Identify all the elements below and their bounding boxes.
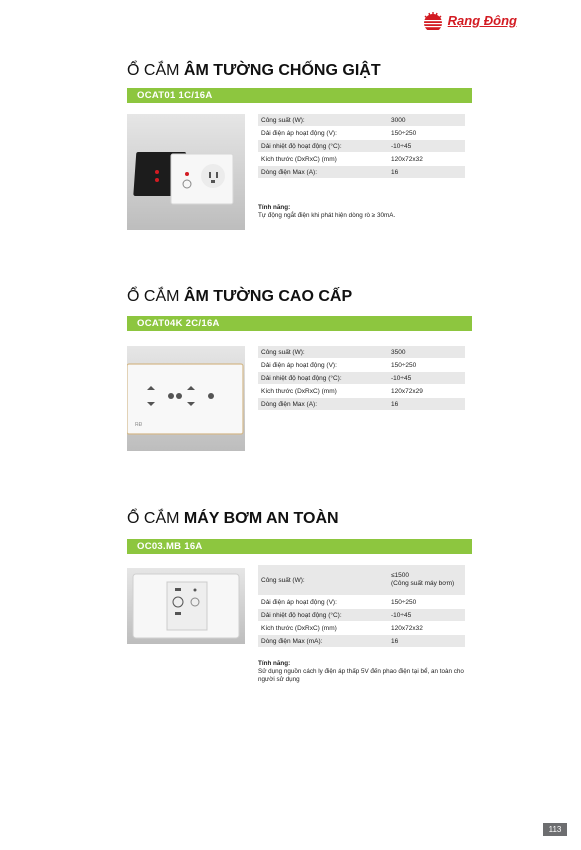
model-bar: OC03.MB 16A — [127, 539, 472, 554]
spec-row: Kích thước (DxRxC) (mm) 120x72x32 — [258, 622, 465, 635]
model-bar: OCAT04K 2C/16A — [127, 316, 472, 331]
spec-row: Dải nhiệt độ hoạt động (°C): -10÷45 — [258, 140, 465, 153]
model-bar: OCAT01 1C/16A — [127, 88, 472, 103]
spec-table — [258, 346, 465, 411]
spec-row: Công suất (W): ≤1500 (Công suất máy bơm) — [258, 565, 465, 596]
spec-row: Dòng điện Max (A): 16 — [258, 398, 465, 411]
section-title: Ổ CẮM MÁY BƠM AN TOÀN — [127, 510, 339, 527]
spec-row: Dải điện áp hoạt động (V): 150÷250 — [258, 359, 465, 372]
spec-row: Dòng điện Max (A): 16 — [258, 166, 465, 179]
spec-row: Dòng điện Max (mA): 16 — [258, 635, 465, 648]
section-title: Ổ CẮM ÂM TƯỜNG CHỐNG GIẬT — [127, 62, 381, 79]
section-title: Ổ CẮM ÂM TƯỜNG CAO CẤP — [127, 288, 353, 305]
spec-row: Dải nhiệt độ hoạt động (°C): -10÷45 — [258, 609, 465, 622]
product-section-1 — [127, 60, 472, 219]
spec-row: Công suất (W): 3000 — [258, 114, 465, 127]
features-heading: Tính năng: — [258, 660, 291, 667]
spec-row: Công suất (W): 3500 — [258, 346, 465, 359]
spec-row: Dải điện áp hoạt động (V): 150÷250 — [258, 596, 465, 609]
features-heading: Tính năng: — [258, 204, 291, 211]
product-image — [127, 114, 245, 230]
brand-name: Rạng Đông — [447, 12, 517, 28]
features-text: Tự động ngắt điện khi phát hiện dòng rò ≥ 30mA. — [258, 212, 396, 219]
spec-row: Kích thước (DxRxC) (mm) 120x72x32 — [258, 153, 465, 166]
svg-text:RĐ: RĐ — [135, 422, 143, 428]
product-section-3 — [127, 508, 472, 683]
product-section-2 — [127, 286, 472, 428]
sun-logo-icon — [421, 10, 445, 30]
product-image — [127, 346, 245, 451]
brand-logo — [421, 10, 517, 30]
features — [258, 660, 468, 684]
spec-table — [258, 565, 465, 648]
spec-row: Dải nhiệt độ hoạt động (°C): -10÷45 — [258, 372, 465, 385]
spec-row: Kích thước (DxRxC) (mm) 120x72x29 — [258, 385, 465, 398]
page-number: 113 — [543, 823, 567, 836]
spec-row: Dải điện áp hoạt động (V): 150÷250 — [258, 127, 465, 140]
spec-table — [258, 114, 465, 179]
features-text: Sử dụng nguồn cách ly điện áp thấp 5V đến phao điện tại bể, an toàn cho người sử dụng — [258, 668, 464, 683]
features — [258, 204, 468, 220]
product-image — [127, 568, 245, 644]
